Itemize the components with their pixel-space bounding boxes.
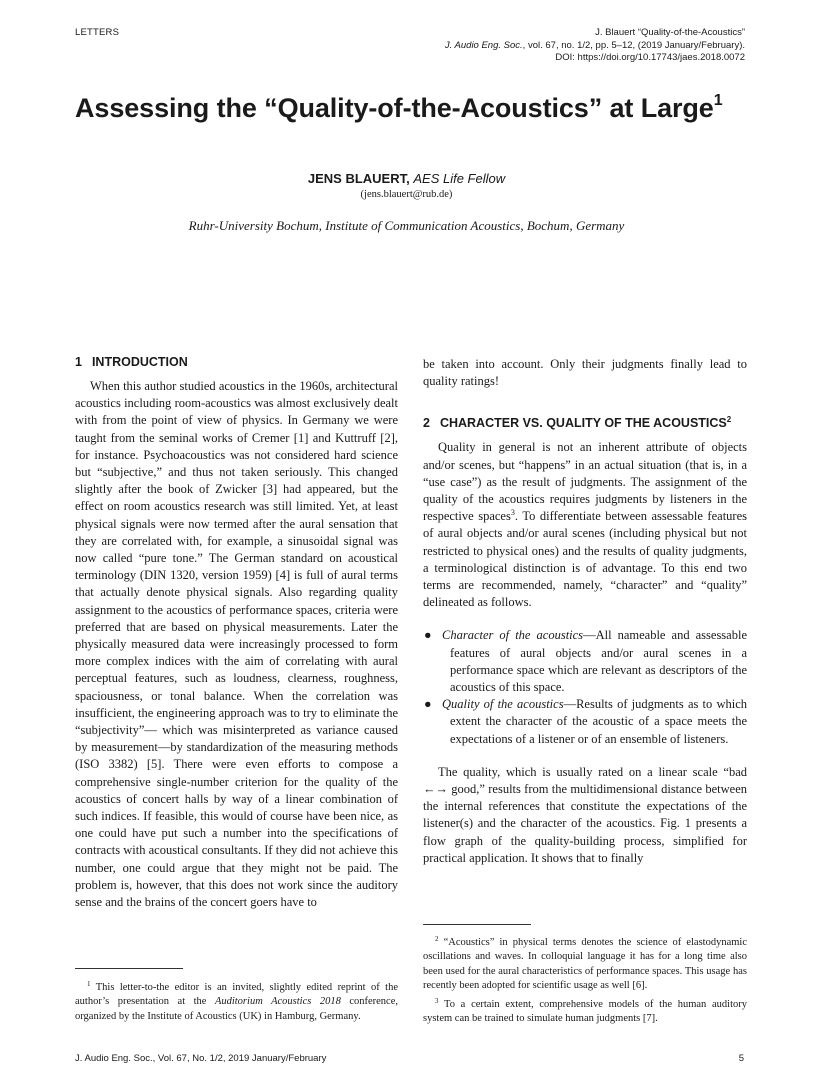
footnote-3 bbox=[423, 994, 747, 1027]
title-footnote-mark: 1 bbox=[713, 92, 723, 109]
section-title: CHARACTER VS. QUALITY OF THE ACOUSTICS bbox=[439, 416, 727, 431]
section-number: 2 bbox=[423, 416, 430, 431]
footnote-text: To a certain extent, comprehensive models of the human auditory system can be trained to simulate human judgments [7]. bbox=[423, 998, 747, 1025]
footnote-mark: 3 bbox=[435, 996, 439, 1005]
footnotes-right bbox=[423, 932, 747, 1026]
page-number: 5 bbox=[738, 1053, 744, 1064]
running-header-section: LETTERS bbox=[75, 27, 120, 38]
citation-line-1: J. Blauert “Quality-of-the-Acoustics” bbox=[595, 27, 745, 38]
citation-details: , vol. 67, no. 1/2, pp. 5–12, (2019 January/February). bbox=[522, 39, 745, 51]
definition-text: —All nameable and assessable features of aural objects and/or aural scenes in a performance space which are relevant as descriptors of the acoustics of this space. bbox=[450, 628, 747, 695]
article-title-text: Assessing the “Quality-of-the-Acoustics” at Large bbox=[75, 93, 714, 123]
definition-text: —Results of judgments as to which extent the character of the acoustic of a space meets the expectations of a listener or of an ensemble of listeners. bbox=[450, 697, 747, 746]
list-item bbox=[423, 696, 747, 748]
left-column bbox=[75, 354, 398, 911]
citation-line-2 bbox=[445, 40, 745, 53]
conference-name: Auditorium Acoustics 2018 bbox=[214, 996, 341, 1008]
section-number: 1 bbox=[75, 355, 82, 369]
quality-text-b: . To differentiate between assessable features of aural objects and/or aural scenes (including physical but not restricted to physical ones) and the results of quality judgments, a terminological distinction is of advantage. To this end two terms are recommended, namely, “character” and “quality” delineated as follows. bbox=[423, 509, 747, 610]
author-email: (jens.blauert@rub.de) bbox=[360, 189, 453, 200]
footnote-1 bbox=[75, 977, 398, 1024]
section-2-heading bbox=[423, 412, 747, 431]
author-affiliation: Ruhr-University Bochum, Institute of Communication Acoustics, Bochum, Germany bbox=[188, 218, 625, 233]
bullet-icon: ● bbox=[424, 628, 432, 643]
definition-list bbox=[423, 627, 747, 747]
right-column bbox=[423, 356, 747, 867]
definition-term: Quality of the acoustics bbox=[442, 697, 564, 712]
footnote-text: “Acoustics” in physical terms denotes the science of elastodynamic oscillations and waves. In colloquial language it has for a long time also been used for the aural characteristics of performance spaces. This usage has recently been adopted for scientific usage as well [6]. bbox=[423, 937, 747, 992]
intro-paragraph: When this author studied acoustics in the 1960s, architectural acoustics including room-acoustics was almost exclusively dealt with from the point of view of physics. In Germany we were taught from the seminal works of Cremer [1] and Kuttruff [2], for instance. Psychoacoustics was not considered hard science but “subjective,” and thus not taken seriously. This changed slightly after the book of Zwicker [3] had appeared, but the effect on room acoustics research was still limited. Yet, at least physical signals were now termed after the aural sensation that they are correlated with, for example, a sinusoidal signal was now called “pure tone.” The German standard on acoustical terminology (DIN 1320, version 1959) [4] is full of aural terms that actually denote physical signals. Also regarding quality assignment to the acoustics of performance spaces, criteria were preferred that are based on physical measurements. Later the physically measured data were increasingly processed to form more complex indices with the aim of correlating with aural perceptual features, such as loudness, clearness, roughness, spaciousness, or tonal balance. When the correlation was insufficient, the engineering approach was to try to eliminate the “subjectivity”— which was misinterpreted as variance caused by measurement—by standardization of the measuring methods (ISO 3382) [5]. There were even efforts to compose a comprehensive single-number criterion for the quality of the acoustics of concert halls by way of a linear combination of such indices. If feasible, this would of course have been nice, as one could have put such a number into the specifications of contracts with acoustical consultants. If they did not achieve this number, one could argue that they might not be paid. The problem is, however, that this does not work since the auditory sense and the brains of the concert goers have to bbox=[75, 379, 398, 910]
quality-paragraph bbox=[423, 439, 747, 611]
definition-term: Character of the acoustics bbox=[442, 628, 584, 643]
quality-text-a: Quality in general is not an inherent attribute of objects and/or scenes, but “happens” in an actual situation (that is, in a “use case”) as the result of judgments. The assignment of the quality of the acoustics requires judgments by listeners in the respective spaces bbox=[423, 440, 747, 524]
footnote-rule bbox=[423, 924, 531, 925]
footnote-mark: 1 bbox=[87, 980, 91, 988]
page-footer-journal: J. Audio Eng. Soc., Vol. 67, No. 1/2, 2019 January/February bbox=[75, 1053, 327, 1064]
section-title: INTRODUCTION bbox=[91, 355, 188, 369]
list-item bbox=[423, 627, 747, 696]
footnote-text: This letter-to-the editor is an invited, slightly edited reprint of the author’s presentation at the bbox=[75, 982, 398, 1008]
footnote-rule bbox=[75, 968, 183, 969]
section-footnote-mark: 2 bbox=[726, 415, 732, 425]
doi-line: DOI: https://doi.org/10.17743/jaes.2018.0072 bbox=[555, 52, 745, 63]
footnote-2 bbox=[423, 932, 747, 994]
intro-continuation: be taken into account. Only their judgments finally lead to quality ratings! bbox=[423, 357, 747, 389]
running-header-citation bbox=[445, 27, 745, 65]
article-title bbox=[75, 92, 755, 124]
footnote-text: conference, organized by the Institute of Acoustics (UK) in Hamburg, Germany. bbox=[75, 996, 398, 1022]
footnote-mark: 2 bbox=[435, 935, 439, 943]
author-line bbox=[0, 171, 813, 186]
footnote-ref-3: 3 bbox=[510, 508, 515, 518]
section-1-heading bbox=[75, 354, 398, 370]
author-role: AES Life Fellow bbox=[413, 171, 506, 186]
quality-scale-paragraph: The quality, which is usually rated on a linear scale “bad ←→ good,” results from the multidimensional distance between the internal references that constitute the expectations of the listener(s) and the character of the acoustics. Fig. 1 presents a flow graph of the quality-building process, simplified for practical application. It shows that to finally bbox=[423, 764, 747, 865]
bullet-icon: ● bbox=[424, 697, 432, 712]
journal-name: J. Audio Eng. Soc. bbox=[444, 39, 523, 51]
author-name: JENS BLAUERT, bbox=[307, 171, 410, 186]
